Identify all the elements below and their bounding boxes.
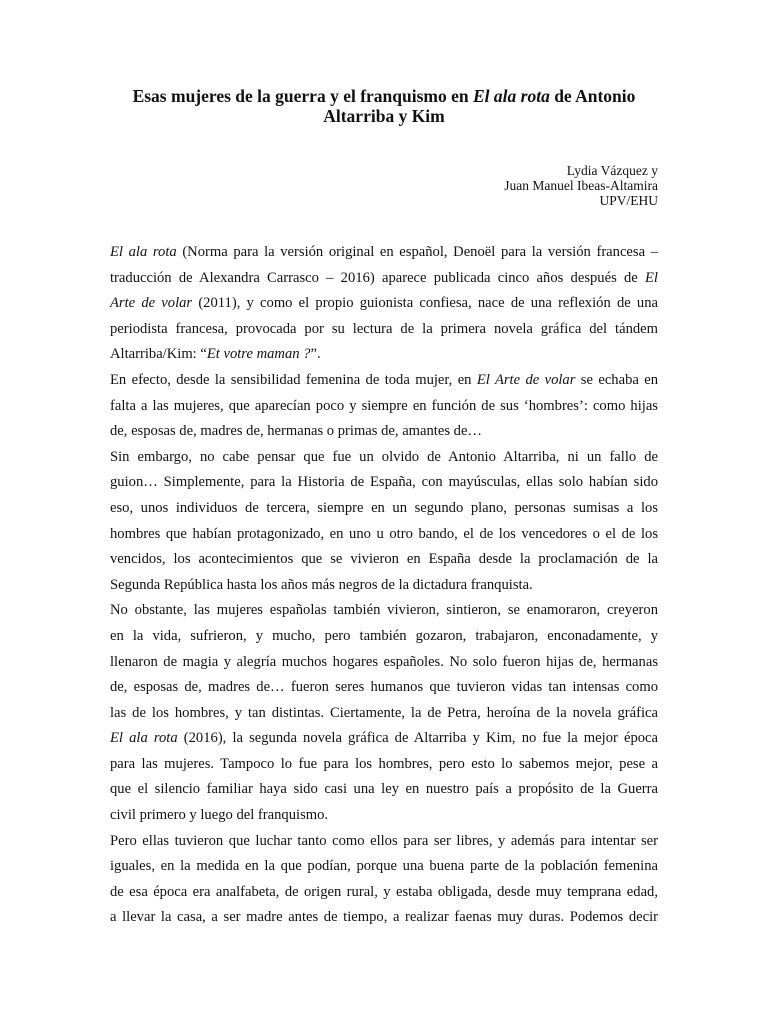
title-text-end: de Antonio Altarriba y Kim	[323, 86, 636, 126]
text-line: a llevar la casa, a ser madre antes de tiempo, a realizar faenas muy duras. Podemos decir	[110, 909, 658, 926]
text-line	[110, 726, 658, 752]
text-run: traducción de Alexandra Carrasco – 2016) aparece publicada cinco años después de	[110, 269, 646, 286]
text-line: hombres que habían protagonizado, en uno u otro bando, el de los vencedores o el de los	[110, 525, 658, 542]
paragraph-4	[110, 598, 658, 828]
text-line: para las mujeres. Tampoco lo fue para los hombres, pero esto lo sabemos mejor, pese a	[110, 755, 658, 772]
text-line: vencidos, los acontecimientos que se vivieron en España desde la proclamación de la	[110, 551, 658, 568]
text-line: falta a las mujeres, que aparecían poco y siempre en función de sus ‘hombres’: como hijas	[110, 397, 658, 414]
text-line: llenaron de magia y alegría muchos hogares españoles. No solo fueron hijas de, hermanas	[110, 653, 658, 670]
text-line: eso, unos individuos de tercera, siempre en un segundo plano, personas sumisas a los	[110, 499, 658, 516]
text-line: que el silencio familiar haya sido casi una ley en nuestro país a propósito de la Guerra	[110, 781, 658, 798]
text-line: guion… Simplemente, para la Historia de España, con mayúsculas, ellas solo habían sido	[110, 474, 658, 491]
italic-title: Arte de volar	[110, 295, 193, 312]
text-line: de esa época era analfabeta, de origen rural, y estaba obligada, desde muy temprana edad,	[110, 883, 658, 900]
text-run: (2016), la segunda novela gráfica de Altarriba y Kim, no fue la mejor época	[177, 730, 658, 747]
text-run: En efecto, desde la sensibilidad femenina de toda mujer, en	[110, 371, 477, 388]
paragraph-5	[110, 829, 658, 931]
text-line: periodista francesa, provocada por su lectura de la primera novela gráfica del tándem	[110, 320, 658, 337]
italic-title: El Arte de volar	[476, 371, 576, 388]
title-italic-text: El ala rota	[473, 86, 550, 106]
text-run: se echaba en	[575, 371, 658, 388]
text-line: las de los hombres, y tan distintas. Ciertamente, la de Petra, heroína de la novela gráfica	[110, 704, 658, 721]
text-line	[110, 240, 658, 266]
text-line: Sin embargo, no cabe pensar que fue un olvido de Antonio Altarriba, ni un fallo de	[110, 448, 658, 465]
italic-title: El	[645, 269, 658, 286]
text-line: Segunda República hasta los años más negros de la dictadura franquista.	[110, 576, 533, 593]
paragraph-3	[110, 445, 658, 599]
text-run: ”.	[310, 346, 321, 363]
paragraph-2	[110, 368, 658, 445]
italic-title: El ala rota	[110, 244, 177, 260]
text-line	[110, 368, 658, 394]
paragraph-1	[110, 240, 658, 368]
text-line: civil primero y luego del franquismo.	[110, 807, 329, 824]
document-title	[110, 86, 658, 126]
author-line: Juan Manuel Ibeas-Altamira	[504, 178, 658, 193]
author-block	[504, 163, 658, 208]
text-run: (Norma para la versión original en español, Denoël para la versión francesa –	[176, 244, 659, 260]
affiliation: UPV/EHU	[599, 193, 658, 208]
italic-quote: Et votre maman ?	[206, 346, 311, 363]
text-line: No obstante, las mujeres españolas también vivieron, sintieron, se enamoraron, creyeron	[110, 602, 658, 619]
text-line: de, esposas de, madres de, hermanas o primas de, amantes de…	[110, 423, 483, 440]
text-line	[110, 342, 658, 368]
text-line	[110, 266, 658, 292]
text-line: en la vida, sufrieron, y mucho, pero también gozaron, trabajaron, enconadamente, y	[110, 627, 658, 644]
text-run: Altarriba/Kim: “	[110, 346, 207, 363]
title-text: Esas mujeres de la guerra y el franquismo en	[132, 86, 473, 106]
text-line: Pero ellas tuvieron que luchar tanto como ellos para ser libres, y además para intentar ser	[110, 832, 658, 849]
document-body	[110, 240, 658, 931]
author-line: Lydia Vázquez y	[566, 163, 658, 178]
text-line	[110, 291, 658, 317]
text-run: (2011), y como el propio guionista confiesa, nace de una reflexión de una	[192, 295, 658, 312]
italic-title: El ala rota	[110, 730, 178, 747]
text-line: iguales, en la medida en la que podían, porque una buena parte de la población femenina	[110, 858, 658, 875]
text-line: de, esposas de, madres de… fueron seres humanos que tuvieron vidas tan intensas como	[110, 679, 658, 696]
